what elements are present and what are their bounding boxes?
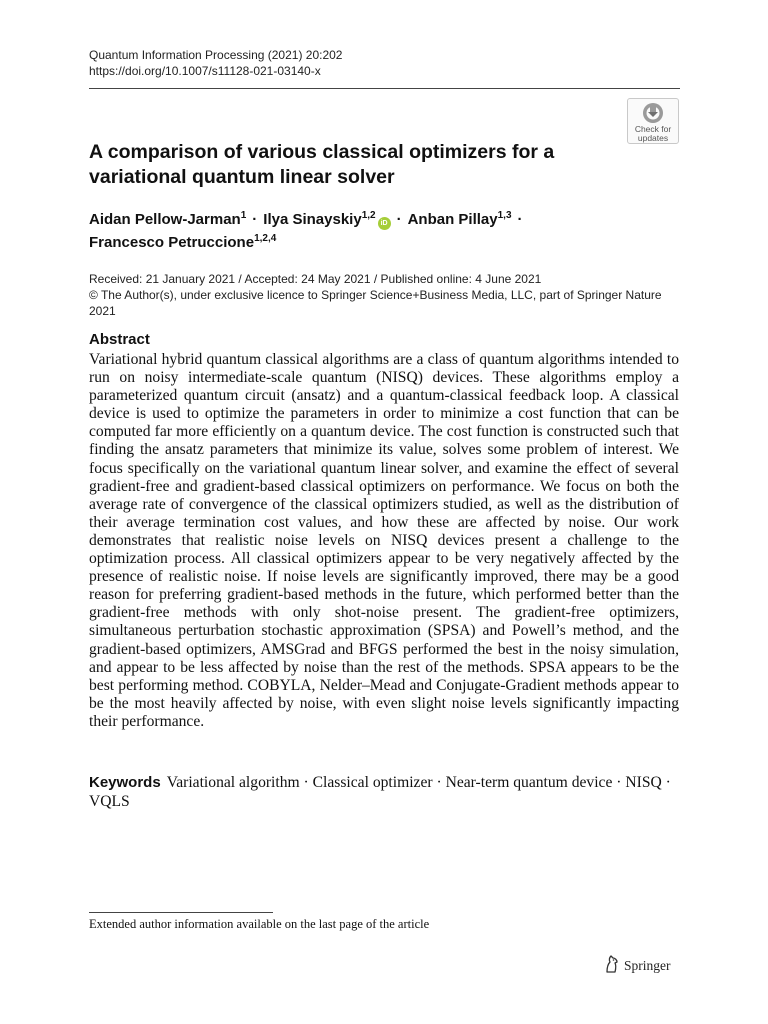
abstract-text: Variational hybrid quantum classical algorithms are a class of quantum algorithms intended to run on noisy intermediate-scale quantum (NISQ) devices. These algorithms employ a parameterized quantum circuit (ansatz) and a quantum-classical feedback loop. A classical device is used to optimize the parameters in order to minimize a cost function that can be computed far more efficiently on a quantum device. The cost function is constructed such that finding the ansatz parameters that minimize its value, solves some problem of interest. We focus specifically on the variational quantum linear solver, and examine the effect of several gradient-free and gradient-based classical optimizers on performance. We focus on both the average rate of convergence of the classical optimizers studied, as well as the distribution of their average termination cost values, and how these are affected by noise. Our work demonstrates that realistic noise levels on NISQ devices present a challenge to the optimization process. All classical optimizers appear to be very negatively affected by the presence of realistic noise. If noise levels are significantly improved, there may be a good reason for preferring gradient-based methods in the future, which performed better than the gradient-free methods with only shot-noise present. The gradient-free optimizers, simultaneous perturbation stochastic approximation (SPSA) and Powell’s method, and the gradient-based optimizers, AMSGrad and BFGS performed the best in the noisy simulation, and appear to be less affected by noise than the rest of the methods. SPSA appears to be the best performing method. COBYLA, Nelder–Mead and Conjugate-Gradient methods appear to be the most heavily affected by noise, with even slight noise levels significantly impacting their performance. [89,351,679,730]
author[interactable] [408,211,512,228]
header-divider [89,88,680,89]
keywords [89,774,679,811]
keywords-label: Keywords [89,774,161,791]
check-for-updates-badge[interactable] [627,98,679,144]
author-name: Francesco Petruccione [89,234,255,251]
author-separator: · [396,211,402,228]
publisher-name: Springer [624,958,671,973]
history-dates: Received: 21 January 2021 / Accepted: 24 May 2021 / Published online: 4 June 2021 [89,272,542,286]
footnote: Extended author information available on the last page of the article [89,917,430,931]
badge-line-1: Check for [634,124,672,134]
footnote-divider [89,912,273,913]
author-name: Aidan Pellow-Jarman [89,211,241,228]
journal-citation: Quantum Information Processing (2021) 20:202 [89,48,343,62]
publisher-logo [604,955,671,975]
author-affiliation: 1,2 [361,210,376,221]
keywords-list: Variational algorithm · Classical optimizer · Near-term quantum device · NISQ · VQLS [89,774,671,810]
author-separator: · [252,211,258,228]
author-name: Anban Pillay [407,211,498,228]
paper-title: A comparison of various classical optimizers for a variational quantum linear solver [89,141,555,188]
author-affiliation: 1,2,4 [254,233,277,244]
publication-history [89,271,689,319]
author-affiliation: 1 [240,210,247,221]
orcid-icon[interactable]: iD [378,217,391,230]
author[interactable] [89,211,246,228]
badge-line-2: updates [637,133,669,143]
author-list [89,208,609,254]
author-affiliation: 1,3 [497,210,512,221]
author-name: Ilya Sinayskiy [263,211,362,228]
doi-link[interactable]: https://doi.org/10.1007/s11128-021-03140-x [89,64,321,78]
author[interactable] [89,234,276,251]
author[interactable] [263,211,390,228]
springer-horse-icon [604,955,620,973]
journal-header [89,47,342,79]
check-for-updates-icon [640,102,666,124]
badge-text [628,125,678,143]
copyright-notice: © The Author(s), under exclusive licence to Springer Science+Business Media, LLC, part of Springer Nature 2021 [89,288,662,318]
abstract-heading: Abstract [89,331,150,348]
author-separator: · [517,211,523,228]
